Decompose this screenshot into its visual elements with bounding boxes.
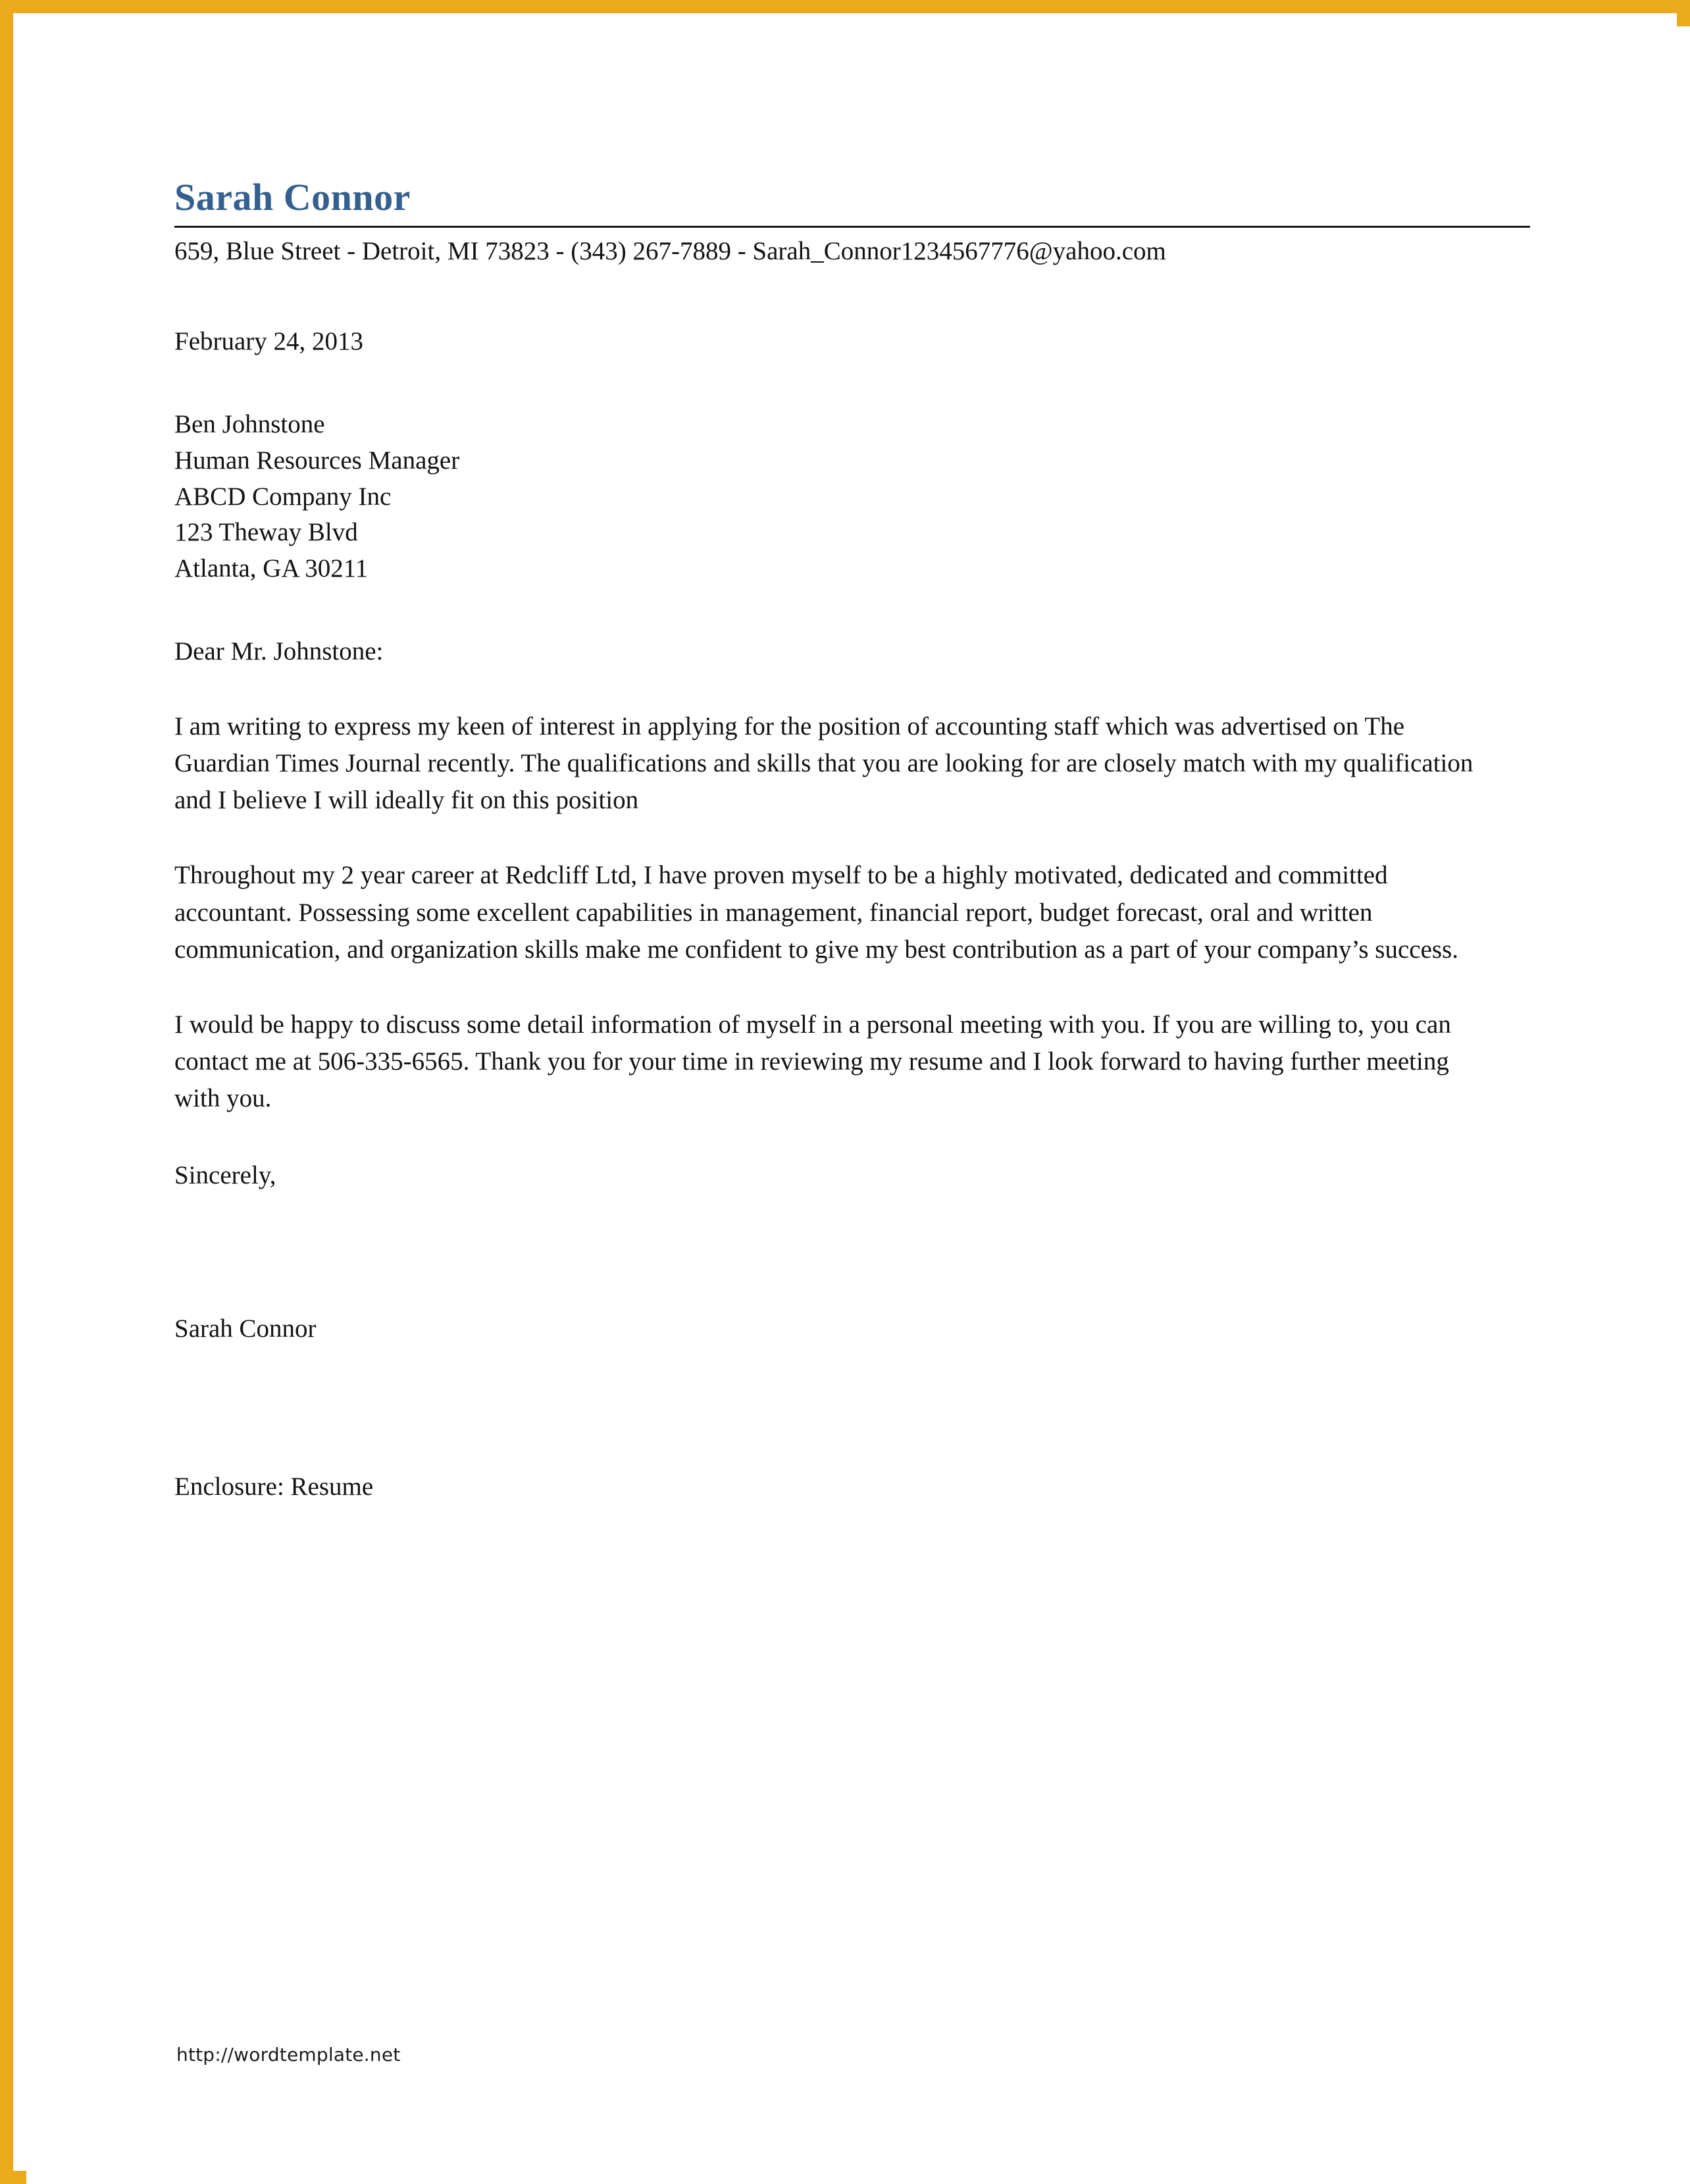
signature-name: Sarah Connor [174,1314,317,1343]
body-paragraph-3: I would be happy to discuss some detail information of myself in a personal meeting with you. If you are willing to, you can contact me at 506-335-6565. Thank you for your time in reviewing my resume and I look forward to having further meeting with you. [174,1010,1451,1113]
body-paragraph-2: Throughout my 2 year career at Redcliff Ltd, I have proven myself to be a highly motivated, dedicated and committed accountant. Possessing some excellent capabilities in management, financial report, budget forecast, oral and written communication, and organization skills make me confident to give my best contribution as a part of your company’s success. [174,861,1458,964]
recipient-city: Atlanta, GA 30211 [174,554,369,583]
page-title: Sarah Connor [174,176,411,219]
contact-line: 659, Blue Street - Detroit, MI 73823 - (343) 267-7889 - Sarah_Connor1234567776@yahoo.com [174,237,1166,266]
closing-salutation: Sincerely, [174,1161,276,1190]
footer-source-url: http://wordtemplate.net [176,2044,401,2066]
enclosure-note: Enclosure: Resume [174,1472,374,1501]
letterhead-divider [174,226,1530,228]
salutation: Dear Mr. Johnstone: [174,637,384,666]
body-paragraph-1: I am writing to express my keen of interest in applying for the position of accounting staff which was advertised on The Guardian Times Journal recently. The qualifications and skills that you are looking for are closely match with my qualification and I believe I will ideally fit on this position [174,712,1473,815]
letter-page-sheet [26,26,1690,2184]
letter-date: February 24, 2013 [174,326,364,355]
cover-letter-document [174,178,1530,1505]
recipient-name: Ben Johnstone [174,410,325,439]
recipient-company: ABCD Company Inc [174,482,392,511]
letterhead [174,178,1530,267]
recipient-street: 123 Theway Blvd [174,518,358,547]
recipient-title: Human Resources Manager [174,446,460,475]
recipient-address-block [174,407,1530,586]
